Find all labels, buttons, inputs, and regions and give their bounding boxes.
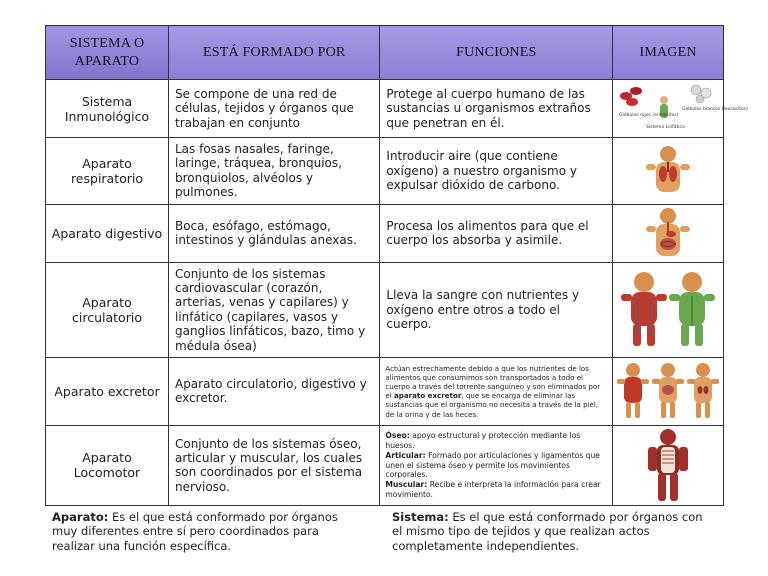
function-cell: Protege al cuerpo humano de las sustancias u organismos extraños que penetran en él. [380,80,613,138]
header-system-label: SISTEMA O APARATO [69,36,145,69]
formed-by-cell: Conjunto de los sistemas óseo, articular y muscular, los cuales son coordinados por el sistema nervioso. [168,425,379,505]
header-image [613,26,724,80]
system-name: Sistema Inmunológico [46,80,169,138]
excretory-figures-icon [616,360,720,422]
footer-sistema-definition [392,510,712,553]
digestive-image [613,204,724,262]
function-text: Recibe e interpreta la información para crear movimiento. [385,479,601,499]
header-functions [380,26,613,80]
immune-illustration [616,82,748,136]
system-name: Aparato Locomotor [46,425,169,505]
figure-icon [617,363,649,418]
function-item [385,431,607,450]
function-text: Actúan estrechamente debido a que los nutrientes de los alimentos que consumimos son transportados a todo el cuerpo a través del torrente sanguíneo y son eliminados por el [385,364,601,401]
circulatory-figures-icon [618,268,718,352]
table-row [46,80,724,138]
image-caption-white-cells: Glóbulos blancos (leucocitos) [682,106,748,112]
footer-term: Aparato: [52,510,109,524]
table-row [46,357,724,425]
systems-table [45,25,748,506]
footer-text: Es el que está conformado por órganos muy diferentes entre sí pero coordinados para realizar una función específica. [52,510,338,553]
table-row [46,138,724,205]
function-text: , que se encarga de eliminar las sustancias que el organismo no necesita a través de la piel, de la orina y de las heces. [385,391,599,419]
function-term: Muscular: [385,479,428,489]
function-highlight: aparato excretor [394,391,462,401]
white-blood-cell-icon [696,95,704,103]
circulatory-image [613,262,724,357]
red-blood-cell-icon [626,98,638,106]
excretory-image [613,357,724,425]
red-blood-cell-icon [630,87,642,95]
header-row [46,26,724,80]
system-name: Aparato respiratorio [46,138,169,205]
red-figure-icon [621,272,667,346]
function-item [385,451,607,480]
formed-by-cell: Aparato circulatorio, digestivo y excretor. [168,357,379,425]
system-name: Aparato digestivo [46,204,169,262]
respiratory-image [613,138,724,205]
header-functions-label: FUNCIONES [456,44,537,60]
footer-term: Sistema: [392,510,449,524]
function-text: Formado por articulaciones y ligamentos que unen el sistema óseo y permite los movimientos corporales. [385,450,600,480]
header-formed-by [168,26,379,80]
image-caption-lymph: Sistema Linfático [646,124,685,130]
lymph-figure-head-icon [660,96,668,104]
function-cell [380,425,613,505]
function-term: Articular: [385,450,426,460]
formed-by-cell: Las fosas nasales, faringe, laringe, tráquea, bronquios, bronquiolos, alvéolos y pulmones. [168,138,379,205]
respiratory-figure-icon [638,144,698,198]
image-caption-red-cells: Glóbulos rojos (eritrocitos) [619,112,679,118]
table-row [46,204,724,262]
table-row [46,425,724,505]
function-cell: Lleva la sangre con nutrientes y oxígeno entre otros a todo el cuerpo. [380,262,613,357]
system-name: Aparato excretor [46,357,169,425]
header-formed-by-label: ESTÁ FORMADO POR [202,44,346,60]
green-figure-icon [669,272,715,346]
digestive-figure-icon [638,206,698,260]
header-system [46,26,169,80]
formed-by-cell: Se compone de una red de células, tejidos y órganos que trabajan en conjunto [168,80,379,138]
header-image-label: IMAGEN [639,44,697,60]
function-item [385,480,607,499]
function-text: apoyo estructural y protección mediante los huesos. [385,431,581,451]
formed-by-cell: Boca, esófago, estómago, intestinos y glándulas anexas. [168,204,379,262]
figure-icon [687,363,719,418]
footer-text: Es el que está conformado por órganos con el mismo tipo de tejidos y que realizan actos completamente independientes. [392,510,703,553]
immune-system-image [613,80,748,138]
function-cell [380,357,613,425]
table-row [46,262,724,357]
formed-by-cell: Conjunto de los sistemas cardiovascular (corazón, arterias, venas y capilares) y linfático (capilares, vasos y ganglios linfáticos, bazo, timo y médula ósea) [168,262,379,357]
white-blood-cell-icon [691,85,701,95]
footer-aparato-definition [52,510,362,553]
locomotor-figure-icon [638,427,698,503]
system-name: Aparato circulatorio [46,262,169,357]
function-cell: Introducir aire (que contiene oxígeno) a nuestro organismo y expulsar dióxido de carbono. [380,138,613,205]
figure-icon [652,363,684,418]
function-term: Óseo: [385,431,410,441]
function-cell: Procesa los alimentos para que el cuerpo los absorba y asimile. [380,204,613,262]
locomotor-image [613,425,724,505]
